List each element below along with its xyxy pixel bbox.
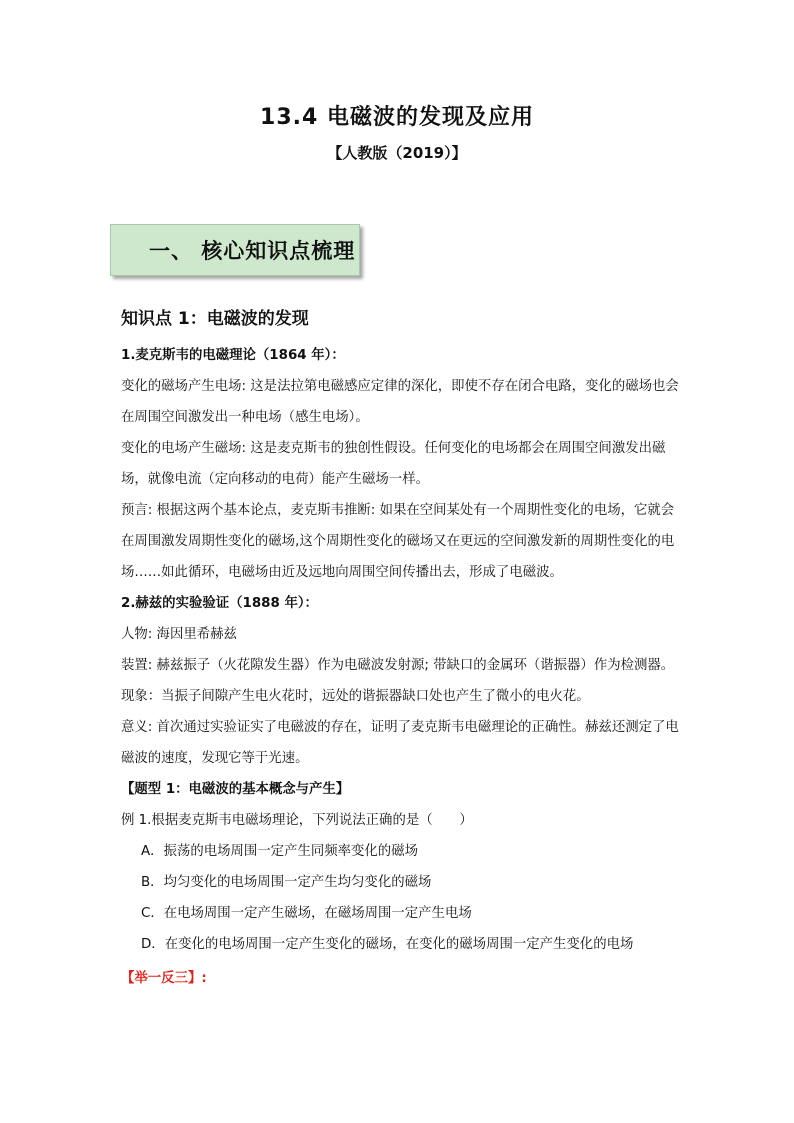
edition-subtitle: 【人教版（2019）】 (327, 144, 467, 162)
paragraph: 变化的磁场产生电场: 这是法拉第电磁感应定律的深化，即使不存在闭合电路，变化的磁场也会在周围空间激发出一种电场（感生电场）。 (121, 379, 679, 425)
section-banner: 一、 核心知识点梳理 (110, 224, 360, 276)
page-title: 13.4 电磁波的发现及应用 (260, 105, 534, 130)
content-body (121, 340, 681, 994)
knowledge-point-heading: 知识点 1：电磁波的发现 (121, 309, 309, 329)
paragraph: 人物: 海因里希赫兹 (121, 627, 237, 642)
paragraph: 现象：当振子间隙产生电火花时，远处的谐振器缺口处也产生了微小的电火花。 (121, 689, 590, 704)
option-a: A．振荡的电场周围一定产生同频率变化的磁场 (141, 844, 418, 859)
paragraph: 预言: 根据这两个基本论点，麦克斯韦推断: 如果在空间某处有一个周期性变化的电场，它就会在周围激发周期性变化的磁场,这个周期性变化的磁场又在更远的空间激发新的周期性变化的电场……如此循环，电磁场由近及远地向周围空间传播出去，形成了电磁波。 (121, 503, 675, 580)
paragraph: 2.赫兹的实验验证（1888 年）： (121, 596, 318, 611)
option-b: B．均匀变化的电场周围一定产生均匀变化的磁场 (141, 875, 432, 890)
option-d: D．在变化的电场周围一定产生变化的磁场，在变化的磁场周围一定产生变化的电场 (141, 937, 634, 952)
practice-heading: 【举一反三】: (121, 971, 207, 986)
question-type-heading: 【题型 1：电磁波的基本概念与产生】 (121, 782, 350, 797)
example-question: 例 1.根据麦克斯韦电磁场理论，下列说法正确的是（ ） (121, 813, 473, 828)
paragraph: 变化的电场产生磁场: 这是麦克斯韦的独创性假设。任何变化的电场都会在周围空间激发出磁场，就像电流（定向移动的电荷）能产生磁场一样。 (121, 441, 666, 487)
option-c: C．在电场周围一定产生磁场，在磁场周围一定产生电场 (141, 906, 472, 921)
paragraph: 1.麦克斯韦的电磁理论（1864 年）： (121, 348, 345, 363)
paragraph: 意义: 首次通过实验证实了电磁波的存在，证明了麦克斯韦电磁理论的正确性。赫兹还测定了电磁波的速度，发现它等于光速。 (121, 720, 679, 766)
paragraph: 装置: 赫兹振子（火花隙发生器）作为电磁波发射源; 带缺口的金属环（谐振器）作为检测器。 (121, 658, 675, 673)
